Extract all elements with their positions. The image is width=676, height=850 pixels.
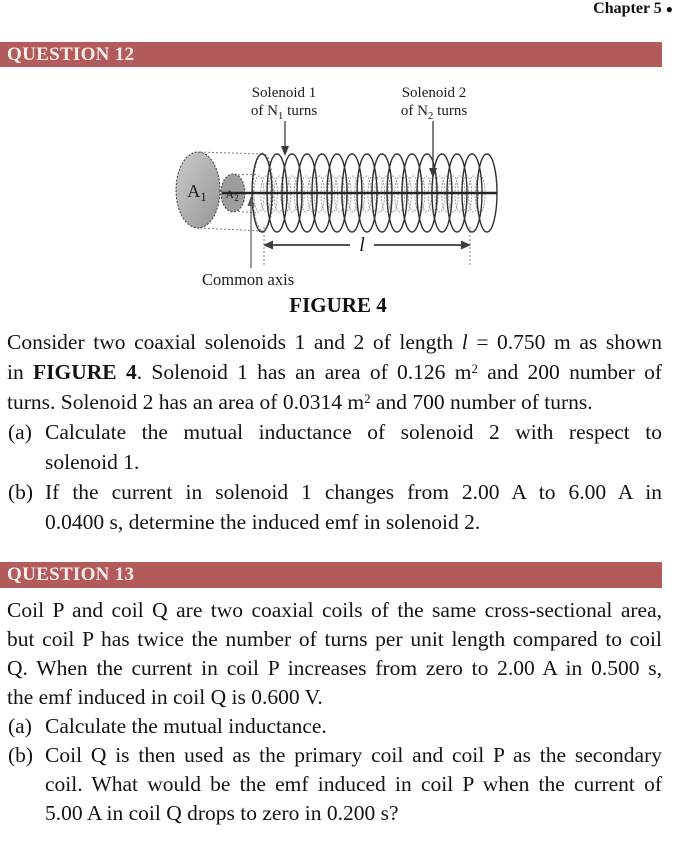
text-line (7, 625, 662, 654)
length-label: l (359, 234, 365, 256)
text-segment: l (461, 330, 468, 354)
question-12-header: QUESTION 12 (0, 42, 662, 67)
text-segment: turns. Solenoid 2 has an area of 0.0314 m (7, 390, 365, 414)
text-line (7, 417, 662, 447)
text-segment: 5.00 A in coil Q drops to zero in 0.200 s? (45, 801, 399, 825)
length-dimension (263, 241, 471, 250)
text-segment: = 0.750 m as shown (467, 330, 662, 354)
solenoid2-turns-label: of $N_2$ turns (400, 103, 468, 122)
text-line (7, 357, 662, 387)
text-segment: solenoid 1. (45, 450, 140, 474)
list-marker: (b) (8, 480, 34, 504)
solenoid1-turns-label: of $N_1$ turns (250, 103, 318, 122)
list-marker: (a) (8, 420, 32, 444)
text-line (7, 770, 662, 799)
chapter-bullet-icon: ● (665, 2, 673, 16)
chapter-header (0, 0, 676, 20)
text-segment: Coil Q is then used as the primary coil and coil P as the secondary (45, 743, 662, 767)
chapter-header-text: Chapter 5 (593, 0, 662, 17)
question-13-body (7, 596, 662, 828)
figure-4-solenoid-diagram (166, 80, 510, 292)
text-segment: the emf induced in coil Q is 0.600 V. (7, 685, 323, 709)
text-segment: If the current in solenoid 1 changes from 2.00 A to 6.00 A in (45, 480, 662, 504)
solenoid1-label: Solenoid 1 (251, 85, 317, 101)
text-line (7, 477, 662, 507)
text-segment: . Solenoid 1 has an area of 0.126 m (136, 360, 472, 384)
text-segment: and 200 number of (477, 360, 662, 384)
text-segment: 0.0400 s, determine the induced emf in solenoid 2. (45, 510, 481, 534)
question-13-header: QUESTION 13 (0, 562, 662, 588)
solenoid2-arrow (429, 121, 437, 178)
text-segment: Calculate the mutual inductance of solenoid 2 with respect to (45, 420, 662, 444)
text-line (7, 799, 662, 828)
text-line (7, 741, 662, 770)
text-segment: and 700 number of turns. (370, 390, 593, 414)
text-segment: coil. What would be the emf induced in coil P when the current of (45, 772, 662, 796)
text-line (7, 447, 662, 477)
text-line (7, 654, 662, 683)
text-line (7, 387, 662, 417)
text-segment: 2 (471, 362, 478, 377)
text-segment: Q. When the current in coil P increases from zero to 2.00 A in 0.500 s, (7, 656, 662, 680)
figure-4-caption: FIGURE 4 (289, 293, 387, 317)
text-segment: Coil P and coil Q are two coaxial coils of the same cross-sectional area, (7, 598, 662, 622)
text-segment: but coil P has twice the number of turns per unit length compared to coil (7, 627, 662, 651)
text-line (7, 507, 662, 537)
text-line (7, 683, 662, 712)
area2-label: $A_2$ (225, 187, 239, 203)
solenoid2-label: Solenoid 2 (401, 85, 467, 101)
text-line (7, 327, 662, 357)
common-axis-label: Common axis (202, 270, 295, 289)
area1-label: $A_1$ (187, 181, 207, 204)
solenoid1-arrow (281, 121, 289, 156)
text-segment: 2 (364, 392, 371, 407)
text-segment: Calculate the mutual inductance. (45, 714, 327, 738)
text-segment: in (7, 360, 34, 384)
text-segment: FIGURE 4 (33, 360, 137, 384)
text-line (7, 712, 662, 741)
list-marker: (b) (8, 743, 34, 767)
list-marker: (a) (8, 714, 32, 738)
question-12-body (7, 327, 662, 537)
text-segment: Consider two coaxial solenoids 1 and 2 of length (7, 330, 462, 354)
text-line (7, 596, 662, 625)
